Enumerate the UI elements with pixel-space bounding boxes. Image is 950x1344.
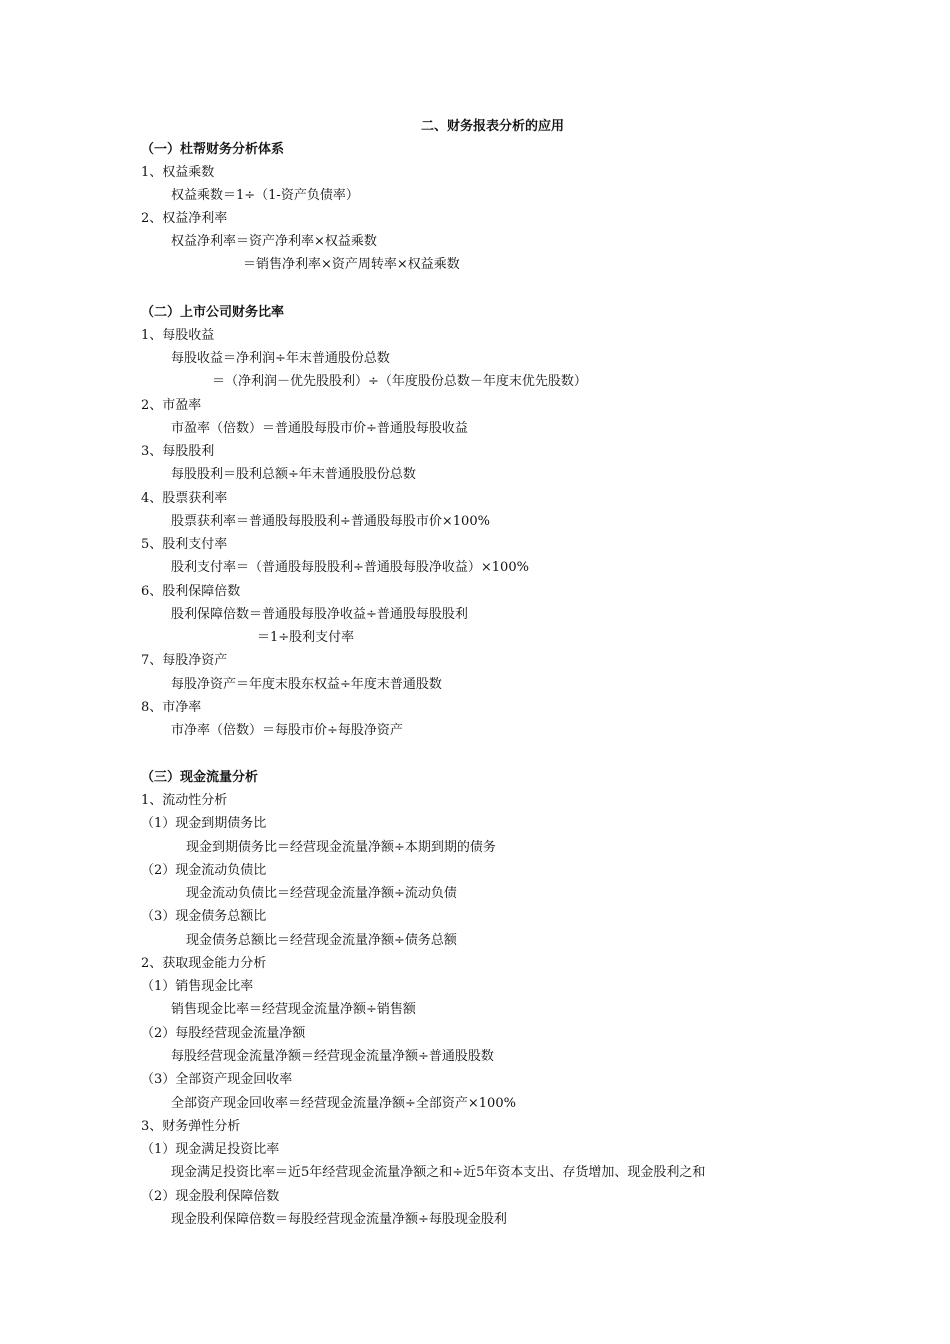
formula-line: 股利保障倍数＝普通股每股净收益÷普通股每股股利: [171, 607, 468, 622]
item-label: 3、每股股利: [141, 444, 215, 459]
formula-line: 每股净资产＝年度末股东权益÷年度末普通股数: [171, 677, 442, 692]
formula-line: 每股收益＝净利润÷年末普通股份总数: [171, 351, 390, 366]
formula-line: 现金到期债务比＝经营现金流量净额÷本期到期的债务: [186, 840, 496, 855]
section-heading-cash-flow-analysis: （三）现金流量分析: [141, 770, 259, 785]
item-label: 5、股利支付率: [141, 537, 228, 552]
subitem-label: （1）现金满足投资比率: [141, 1142, 280, 1157]
group-label: 1、流动性分析: [141, 793, 228, 808]
formula-continuation: ＝销售净利率×资产周转率×权益乘数: [243, 257, 460, 272]
formula-continuation: ＝1÷股利支付率: [257, 630, 355, 645]
formula-continuation: ＝（净利润－优先股股利）÷（年度股份总数－年度末优先股数）: [212, 374, 587, 389]
formula-line: 权益乘数＝1÷（1-资产负债率）: [171, 188, 359, 203]
item-label: 7、每股净资产: [141, 653, 228, 668]
item-label: 1、权益乘数: [141, 165, 215, 180]
page-title: 二、财务报表分析的应用: [420, 119, 564, 134]
formula-line: 每股股利＝股利总额÷年末普通股股份总数: [171, 467, 416, 482]
item-label: 8、市净率: [141, 700, 202, 715]
formula-line: 股票获利率＝普通股每股股利÷普通股每股市价×100%: [171, 514, 490, 529]
formula-line: 全部资产现金回收率＝经营现金流量净额÷全部资产×100%: [171, 1096, 516, 1111]
subitem-label: （3）现金债务总额比: [141, 909, 267, 924]
subitem-label: （2）现金流动负债比: [141, 863, 267, 878]
subitem-label: （3）全部资产现金回收率: [141, 1072, 293, 1087]
section-heading-dupont: （一）杜帮财务分析体系: [141, 142, 285, 157]
formula-line: 销售现金比率＝经营现金流量净额÷销售额: [171, 1002, 416, 1017]
formula-line: 股利支付率＝（普通股每股股利÷普通股每股净收益）×100%: [171, 560, 529, 575]
subitem-label: （1）现金到期债务比: [141, 816, 267, 831]
item-label: 4、股票获利率: [141, 491, 228, 506]
group-label: 2、获取现金能力分析: [141, 956, 267, 971]
item-label: 6、股利保障倍数: [141, 584, 241, 599]
formula-line: 每股经营现金流量净额＝经营现金流量净额÷普通股股数: [171, 1049, 494, 1064]
subitem-label: （2）现金股利保障倍数: [141, 1189, 280, 1204]
formula-line: 现金股利保障倍数＝每股经营现金流量净额÷每股现金股利: [171, 1212, 507, 1227]
formula-line: 市净率（倍数）＝每股市价÷每股净资产: [171, 723, 403, 738]
section-heading-listed-company-ratios: （二）上市公司财务比率: [141, 305, 285, 320]
subitem-label: （1）销售现金比率: [141, 979, 254, 994]
formula-line: 权益净利率＝资产净利率×权益乘数: [171, 234, 377, 249]
item-label: 1、每股收益: [141, 328, 215, 343]
formula-line: 市盈率（倍数）＝普通股每股市价÷普通股每股收益: [171, 421, 468, 436]
formula-line: 现金债务总额比＝经营现金流量净额÷债务总额: [186, 933, 457, 948]
group-label: 3、财务弹性分析: [141, 1119, 241, 1134]
item-label: 2、权益净利率: [141, 211, 228, 226]
formula-line: 现金满足投资比率＝近5年经营现金流量净额之和÷近5年资本支出、存货增加、现金股利之和: [171, 1165, 706, 1180]
subitem-label: （2）每股经营现金流量净额: [141, 1026, 306, 1041]
formula-line: 现金流动负债比＝经营现金流量净额÷流动负债: [186, 886, 457, 901]
item-label: 2、市盈率: [141, 398, 202, 413]
